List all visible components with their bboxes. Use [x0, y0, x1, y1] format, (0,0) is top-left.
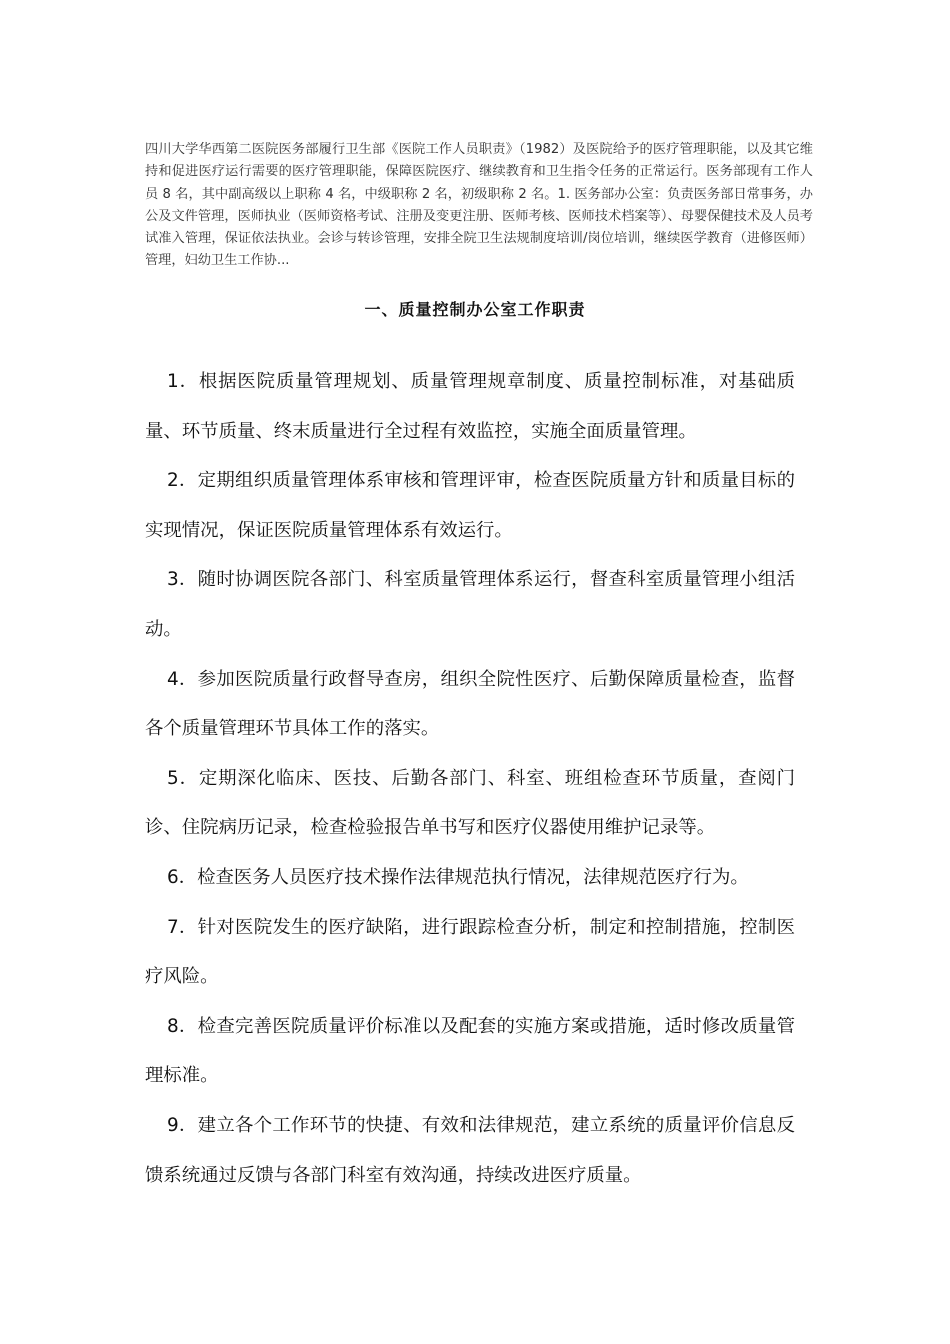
duty-item: 9．建立各个工作环节的快捷、有效和法律规范，建立系统的质量评价信息反馈系统通过反馈与各部门科室有效沟通，持续改进医疗质量。: [145, 1114, 795, 1186]
duty-item: 2．定期组织质量管理体系审核和管理评审，检查医院质量方针和质量目标的实现情况，保证医院质量管理体系有效运行。: [145, 470, 795, 541]
document-summary: 四川大学华西第二医院医务部履行卫生部《医院工作人员职责》（1982）及医院给予的医疗管理职能，以及其它维持和促进医疗运行需要的医疗管理职能，保障医院医疗、继续教育和卫生指令任务的正常运行。医务部现有工作人员 8 名，其中副高级以上职称 4 名，中级职称 2 名，初级职称 2 名。1. 医务部办公室：负责医务部日常事务，办公及文件管理，医师执业（医师资格考试、注册及变更注册、医师考核、医师技术档案等）、母婴保健技术及人员考试准入管理，保证依法执业。会诊与转诊管理，安排全院卫生法规制度培训/岗位培训，继续医学教育（进修医师）管理，妇幼卫生工作协...: [145, 142, 813, 269]
duty-item: 5．定期深化临床、医技、后勤各部门、科室、班组检查环节质量，查阅门诊、住院病历记录，检查检验报告单书写和医疗仪器使用维护记录等。: [145, 767, 795, 839]
duty-item: 3．随时协调医院各部门、科室质量管理体系运行，督查科室质量管理小组活动。: [145, 569, 795, 640]
duty-item: 8．检查完善医院质量评价标准以及配套的实施方案或措施，适时修改质量管理标准。: [145, 1015, 795, 1087]
duty-item: 7．针对医院发生的医疗缺陷，进行跟踪检查分析，制定和控制措施，控制医疗风险。: [145, 916, 795, 988]
section-title: 一、质量控制办公室工作职责: [364, 300, 586, 319]
duty-item: 6．检查医务人员医疗技术操作法律规范执行情况，法律规范医疗行为。: [167, 866, 749, 888]
duty-item: 1．根据医院质量管理规划、质量管理规章制度、质量控制标准，对基础质量、环节质量、终末质量进行全过程有效监控，实施全面质量管理。: [145, 371, 795, 442]
duty-item: 4．参加医院质量行政督导查房，组织全院性医疗、后勤保障质量检查，监督各个质量管理环节具体工作的落实。: [145, 668, 795, 740]
duty-list: [145, 357, 795, 1200]
